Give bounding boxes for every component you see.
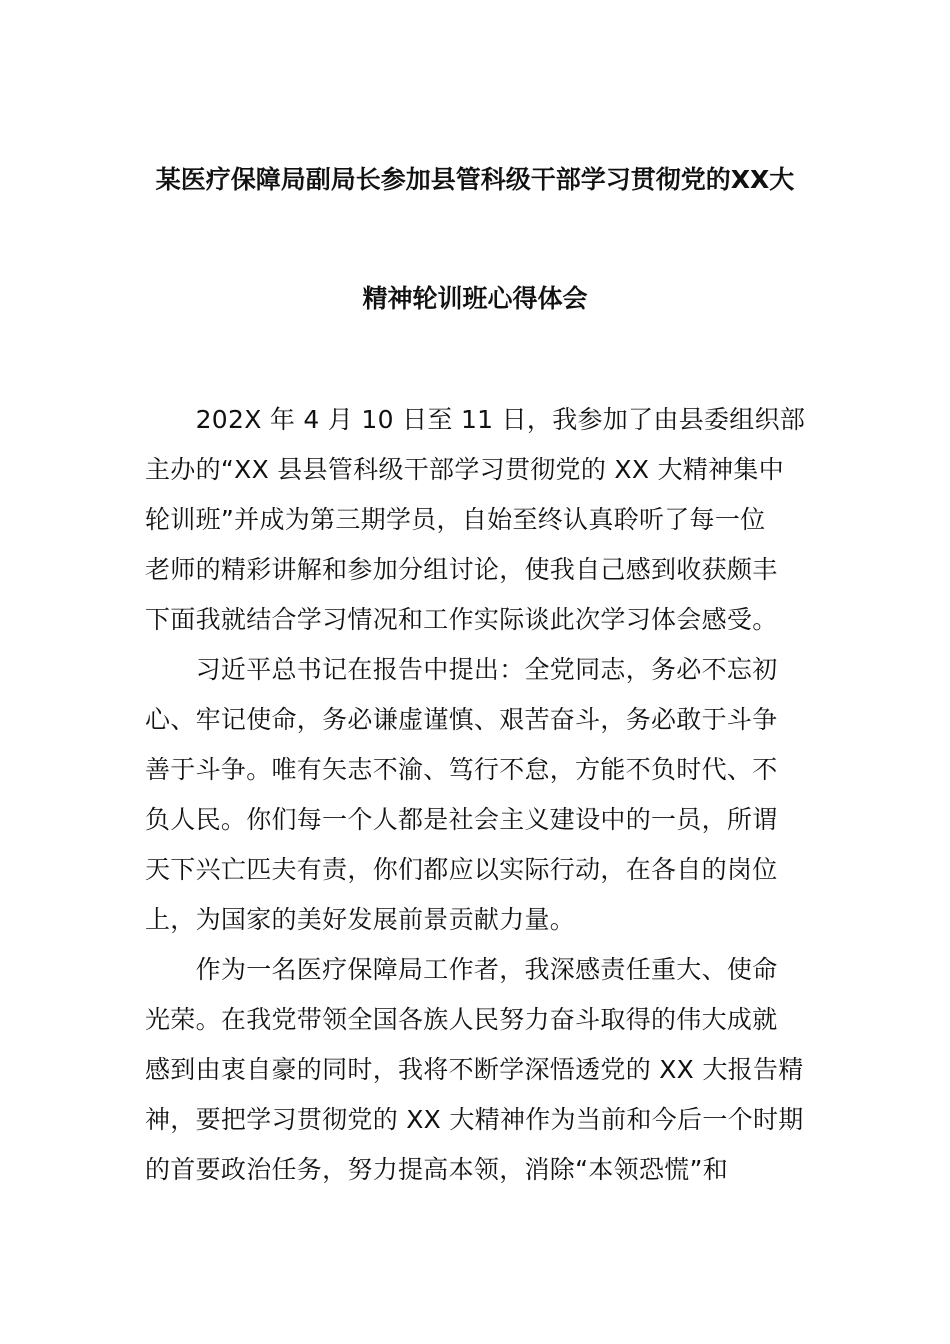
- body-line: 老师的精彩讲解和参加分组讨论，使我自己感到收获颇丰: [145, 555, 778, 584]
- body-line: 的首要政治任务，努力提高本领，消除“本领恐慌”和: [145, 1155, 729, 1184]
- document-title-line-2: 精神轮训班心得体会: [362, 284, 588, 313]
- body-line: 心、牢记使命，务必谦虚谨慎、艰苦奋斗，务必敢于斗争: [145, 705, 778, 734]
- document-title-line-1: 某医疗保障局副局长参加县管科级干部学习贯彻党的XX大: [155, 165, 795, 194]
- body-line: 轮训班”并成为第三期学员，自始至终认真聆听了每一位: [145, 505, 766, 534]
- body-line: 天下兴亡匹夫有责，你们都应以实际行动，在各自的岗位: [145, 855, 778, 884]
- body-line: 主办的“XX 县县管科级干部学习贯彻党的 XX 大精神集中: [145, 455, 784, 484]
- body-line: 习近平总书记在报告中提出：全党同志，务必不忘初: [145, 655, 778, 684]
- body-line: 下面我就结合学习情况和工作实际谈此次学习体会感受。: [145, 605, 778, 634]
- body-line: 负人民。你们每一个人都是社会主义建设中的一员，所谓: [145, 805, 778, 834]
- body-line: 善于斗争。唯有矢志不渝、笃行不怠，方能不负时代、不: [145, 755, 778, 784]
- body-line: 神，要把学习贯彻党的 XX 大精神作为当前和今后一个时期: [145, 1105, 804, 1134]
- body-line: 202X 年 4 月 10 日至 11 日，我参加了由县委组织部: [145, 405, 806, 434]
- body-line: 作为一名医疗保障局工作者，我深感责任重大、使命: [145, 955, 778, 984]
- body-line: 光荣。在我党带领全国各族人民努力奋斗取得的伟大成就: [145, 1005, 778, 1034]
- body-line: 上，为国家的美好发展前景贡献力量。: [145, 905, 576, 934]
- body-line: 感到由衷自豪的同时，我将不断学深悟透党的 XX 大报告精: [145, 1055, 804, 1084]
